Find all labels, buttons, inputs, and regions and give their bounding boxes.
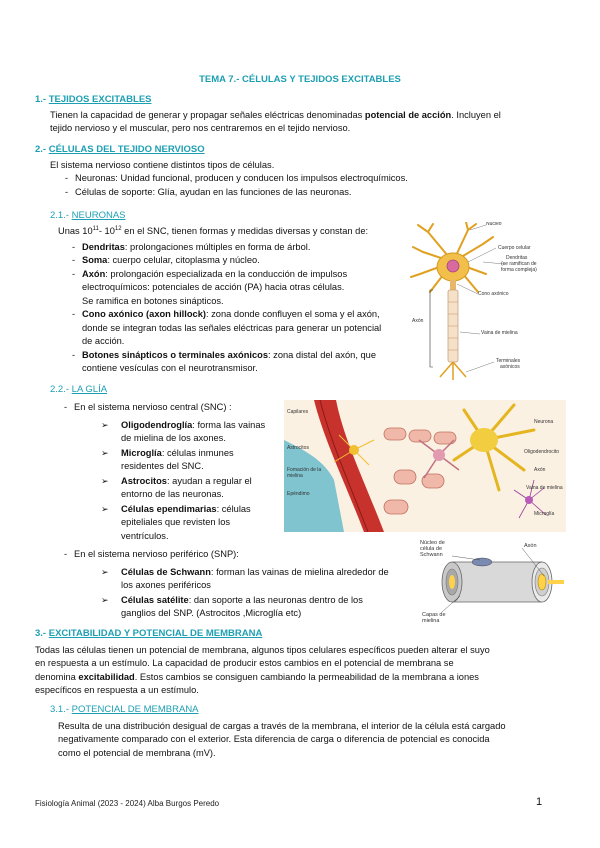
section-1-heading <box>35 93 152 107</box>
section-2-heading: 2.- CÉLULAS DEL TEJIDO NERVIOSO <box>35 144 205 155</box>
label-axon: Axón <box>412 318 424 324</box>
list-item: - Dendritas: prolongaciones múltiples en forma de árbol. <box>72 241 402 254</box>
neuron-diagram <box>408 222 568 382</box>
label-capilares: Capilares <box>287 409 309 415</box>
list-item: - Soma: cuerpo celular, citoplasma y núcleo. <box>72 254 402 267</box>
list-item: ➢ Células satélite: dan soporte a las neuronas dentro de los ganglios del SNP. (Astrocitos ,Microglía etc) <box>101 594 363 619</box>
label-formacion: Fomación de la <box>287 467 322 473</box>
label-terminales-2: axónicos <box>500 364 520 370</box>
section-2-1-heading: 2.1.- NEURONAS <box>50 210 126 221</box>
label-mielina: mielina <box>287 473 303 479</box>
document-title: TEMA 7.- CÉLULAS Y TEJIDOS EXCITABLES <box>199 74 401 85</box>
arrow-bullet-icon: ➢ <box>101 475 109 486</box>
glia-snc-intro: - En el sistema nervioso central (SNC) : <box>64 401 232 414</box>
glia-snp-intro: - En el sistema nervioso periférico (SNP): <box>64 548 239 561</box>
page-footer: Fisiología Animal (2023 - 2024) Alba Burgos Peredo <box>35 799 220 808</box>
list-item: ➢ Células de Schwann: forman las vainas de mielina alrededor de los axones periféricos <box>101 567 389 591</box>
glia-diagram <box>284 400 566 532</box>
glia-snc-list <box>95 419 285 544</box>
label-celula-de: célula de <box>420 546 443 552</box>
section-title: TEJIDOS EXCITABLES <box>48 94 152 105</box>
label-neurona: Neurona <box>534 419 554 425</box>
neuronas-intro: Unas $10^{11}-$ $10^{12}$ en el SNC, tienen formas y medidas diversas y constan de: <box>58 226 369 237</box>
label-axon-glia: Axón <box>534 467 546 473</box>
label-terminales: Terminales <box>496 358 521 364</box>
section-number: 1.- <box>35 94 47 105</box>
list-item: ➢ Astrocitos: ayudan a regular el entorno de las neuronas. <box>101 475 252 500</box>
arrow-bullet-icon: ➢ <box>101 420 109 430</box>
label-ependimo: Epéndimo <box>287 491 310 497</box>
label-dendritas: Dendritas <box>506 255 528 261</box>
section-3-text: Todas las células tienen un potencial de membrana, algunos tipos celulares específicos pueden alterar el suyo en respuesta a un estímulo. La capacidad de producir estos cambios en el potencial de membrana se denomina excitabilidad. Estos cambios se consiguen cambiando la permeabilidad de la membrana a iones específicos en respuesta a un estímulo. <box>35 645 490 696</box>
section-1-text: Tienen la capacidad de generar y propagar señales eléctricas denominadas potencial de acción. Incluyen el tejido nervioso y el muscular, pero nos centraremos en el tejido nervioso. <box>50 110 501 134</box>
section-2-2-heading: 2.2.- LA GLÍA <box>50 384 108 395</box>
label-axon-schwann: Axón <box>524 543 537 549</box>
label-cuerpo-celular: Cuerpo celular <box>498 245 531 251</box>
neuron-illustration <box>408 222 568 382</box>
list-item: ➢ Microglía: células inmunes residentes del SNC. <box>101 447 234 472</box>
section-3-heading: 3.- EXCITABILIDAD Y POTENCIAL DE MEMBRANA <box>35 628 263 639</box>
glia-illustration <box>284 400 566 532</box>
label-vaina: Vaina de mielina <box>526 485 563 491</box>
page-number: 1 <box>536 796 543 808</box>
cell-types-list <box>65 172 408 199</box>
list-item: - Células de soporte: Glía, ayudan en las funciones de las neuronas. <box>65 186 408 199</box>
list-item: - Botones sinápticos o terminales axónicos: zona distal del axón, que contiene vesículas con el neurotransmisor. <box>72 349 402 376</box>
label-cono-axonico: Cono axónico <box>478 291 509 297</box>
label-capas-de: Capas de <box>422 612 446 618</box>
label-oligodendrocito: Oligodendrocito <box>524 449 560 455</box>
label-dendritas-3: forma compleja) <box>501 267 537 273</box>
arrow-bullet-icon: ➢ <box>101 503 109 514</box>
section-3-1-text: Resulta de una distribución desigual de cargas a través de la membrana, el interior de la célula está cargado negativamente comparado con el exterior. Esta diferencia de carga o diferencia de potencial es conocida como el potencial de membrana (mV). <box>58 721 506 758</box>
label-microglia: Microglía <box>534 511 555 517</box>
label-dendritas-2: (se ramifican de <box>501 261 537 267</box>
section-3-1-heading: 3.1.- POTENCIAL DE MEMBRANA <box>50 704 199 715</box>
label-mielina-schwann: mielina <box>422 618 440 624</box>
list-item: - Neuronas: Unidad funcional, producen y conducen los impulsos electroquímicos. <box>65 172 408 185</box>
schwann-diagram <box>412 540 566 626</box>
list-item: ➢ Oligodendroglía: forma las vainas de mielina de los axones. <box>101 420 266 444</box>
section-2-text: El sistema nervioso contiene distintos tipos de células. - Neuronas: Unidad funcional, producen y conducen los impulsos electroquímicos. - Células de soporte: Glía, ayudan en las funciones de las neuronas. <box>50 159 408 199</box>
list-item: ➢ Células ependimarias: células epiteliales que revisten los ventrículos. <box>101 503 251 541</box>
label-nucleo-schwann: Núcleo de <box>420 540 445 546</box>
neuron-parts-list <box>72 241 402 376</box>
list-item: - Axón: prolongación especializada en la conducción de impulsos electroquímicos: potenciales de acción (PA) hacia otras células. Se ramifica en botones sinápticos. <box>72 268 402 308</box>
list-item: - Cono axónico (axon hillock): zona donde confluyen el soma y el axón, donde se integran todas las señales eléctricas para generar un potencial de acción. <box>72 308 402 348</box>
label-schwann: Schwann <box>420 552 443 558</box>
label-nucleo: Núcleo <box>486 222 502 227</box>
label-vaina-mielina: Vaina de mielina <box>481 330 518 336</box>
arrow-bullet-icon: ➢ <box>101 594 109 605</box>
arrow-bullet-icon: ➢ <box>101 447 109 458</box>
glia-snp-list <box>95 566 415 622</box>
label-astrocitos: Astrocitos <box>287 445 309 451</box>
arrow-bullet-icon: ➢ <box>101 567 109 577</box>
